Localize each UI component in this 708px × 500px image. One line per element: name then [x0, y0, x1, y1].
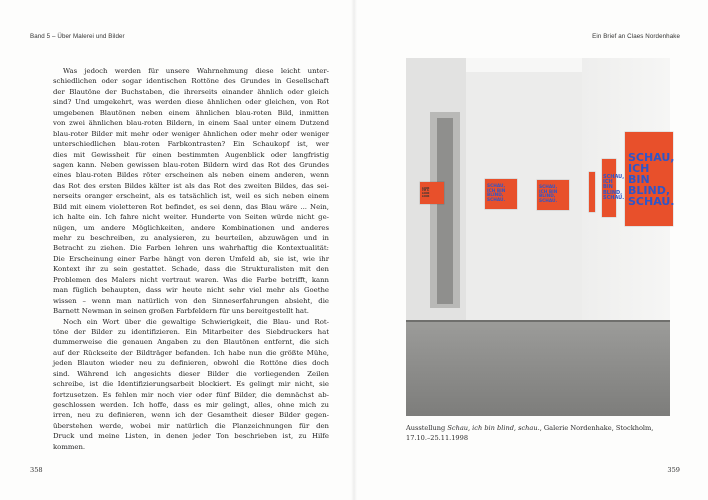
text-line: jeden Blauton wieder neu zu definieren, obwohl die Rottöne dies doch	[53, 359, 329, 368]
text-line: umgebenen Blautönen neben einem ähnlichen blau-roten Bild, inmitten	[53, 108, 329, 117]
book-gutter	[351, 0, 357, 500]
text-line: sagen kann. Neben gewissen blau-roten Bildern wird das Rot des Grundes	[53, 160, 329, 169]
text-line: irren, neu zu definieren, wenn ich der Gesamtheit dieser Bilder gegen-	[53, 411, 329, 420]
text-line: ich halte ein. Ich fahre nicht weiter. Hunderte von Seiten würde nicht ge-	[53, 213, 329, 222]
running-head-right: Ein Brief an Claes Nordenhake	[592, 33, 680, 40]
text-line: Problemen des Malers nicht vertraut waren. Was die Farbe betrifft, kann	[53, 275, 329, 284]
painting-look: LOOK I'M A LOOK LOOK	[420, 182, 444, 204]
painting-schau-2: SCHAU, ICH BIN BLIND, SCHAU.	[537, 180, 569, 210]
text-line: von zwei ähnlichen blau-roten Bildern, in einem Saal unter einem Dutzend	[53, 119, 329, 128]
text-line: der Blautöne der Buchstaben, die ihrerseits einander ähnlich oder gleich	[53, 87, 329, 96]
text-line: geschlossen werden. Ich hoffe, dass es mir gelingt, alles, ohne mich zu	[53, 401, 329, 409]
text-line: töne der Bilder zu identifizieren. Ein Mitarbeiter des Siebdruckers hat	[53, 327, 329, 336]
text-line: unterschiedlichen blau-roten Farbkontrasten? Ein Schaukopf ist, wer	[53, 140, 329, 149]
body-text	[53, 66, 329, 452]
text-line: fortzusetzen. Es fehlen mir noch vier oder fünf Bilder, die demnächst ab-	[53, 390, 329, 399]
doorway-shadow	[437, 118, 453, 304]
text-line: auf der Rückseite der Bildträger befanden. Ich habe nun die größte Mühe,	[53, 348, 329, 357]
text-line: schiedlichen oder sogar identischen Rottöne des Grundes in Gesellschaft	[53, 77, 329, 86]
text-line: sind? Und umgekehrt, was werden diese ähnlichen oder gleichen, von Rot	[53, 98, 329, 107]
text-line: dies mit Gewissheit für einen bestimmten Augenblick oder langfristig	[53, 150, 329, 159]
painting-schau-3: SCHAU, ICH BIN BLIND, SCHAU.	[602, 159, 616, 217]
page-number-left: 358	[30, 466, 43, 474]
text-line: mehr zu beschreiben, zu analysieren, zu beurteilen, abzuwägen und in	[53, 234, 329, 242]
text-line: Die Erscheinung einer Farbe hängt von deren Umfeld ab, sie ist, wie ihr	[53, 254, 329, 263]
page-number-right: 359	[667, 466, 680, 474]
text-line: Bild mit einem violetteren Rot befindet, es sei denn, das Blau wäre ... Nein,	[53, 202, 329, 211]
text-line: Noch ein Wort über die gewaltige Schwierigkeit, die Blau- und Rot-	[63, 317, 329, 326]
text-line: man füglich behaupten, dass wir heute nicht sehr viel mehr als Goethe	[53, 286, 329, 295]
text-line: Barnett Newman in seinen großen Farbfeldern für uns bereitgestellt hat.	[53, 307, 309, 316]
painting-narrow	[589, 172, 595, 212]
text-line: Betracht zu ziehen. Die Farben lehren uns wahrhaftig die Kontextualität:	[53, 244, 329, 253]
text-line: Kontext ihr zu sein gestattet. Schade, dass die Strukturalisten mit den	[53, 265, 329, 274]
text-line: wissen – wenn man natürlich von den Sinneserfahrungen absieht, die	[53, 296, 329, 305]
text-line: eines blau-roten Bildes röter erscheinen als neben einem anderen, wenn	[53, 171, 329, 180]
text-line: kommen.	[53, 442, 86, 451]
floor	[406, 320, 670, 416]
photo-caption: Ausstellung Schau, ich bin blind, schau., Galerie Nordenhake, Stockholm, 17.10.–25.11.1998	[406, 424, 654, 442]
text-line: blau-roter Bilder mit mehr oder weniger ähnlichen oder mehr oder weniger	[53, 129, 329, 138]
text-line: Was jedoch werden für unsere Wahrnehmung diese leicht unter-	[63, 67, 329, 75]
text-line: Druck und meine Listen, in denen jeder Ton beschrieben ist, zu Hilfe	[53, 432, 329, 441]
caption-title: Schau, ich bin blind, schau.	[447, 424, 540, 432]
text-line: dummerweise die genauen Angaben zu den Blautönen entfernt, die sich	[53, 338, 329, 347]
text-line: nerseits oranger erscheint, als es tatsächlich ist, weil es sich neben einem	[53, 192, 329, 201]
text-line: nügen, um andere Möglichkeiten, andere Kombinationen und anderes	[53, 223, 329, 232]
painting-schau-1: SCHAU, ICH BIN BLIND, SCHAU.	[485, 179, 517, 209]
caption-dates: 17.10.–25.11.1998	[406, 433, 469, 442]
text-line: schreibe, ist die Identifizierungsarbeit blockiert. Es gelingt mir nicht, sie	[53, 380, 329, 389]
text-line: das Rot des ersten Bildes kälter ist als das Rot des zweiten Bildes, das sei-	[53, 181, 329, 190]
painting-schau-large: SCHAU, ICH BIN BLIND, SCHAU.	[625, 132, 673, 226]
gallery-photo	[406, 58, 675, 416]
text-line: überstehen werde, wobei mir natürlich die Planzeichnungen für den	[53, 421, 329, 430]
running-head-left: Band 5 – Über Malerei und Bilder	[30, 33, 125, 40]
floor-edge	[406, 320, 670, 322]
text-line: sind. Während ich angesichts dieser Bilder die vorliegenden Zeilen	[53, 369, 329, 378]
